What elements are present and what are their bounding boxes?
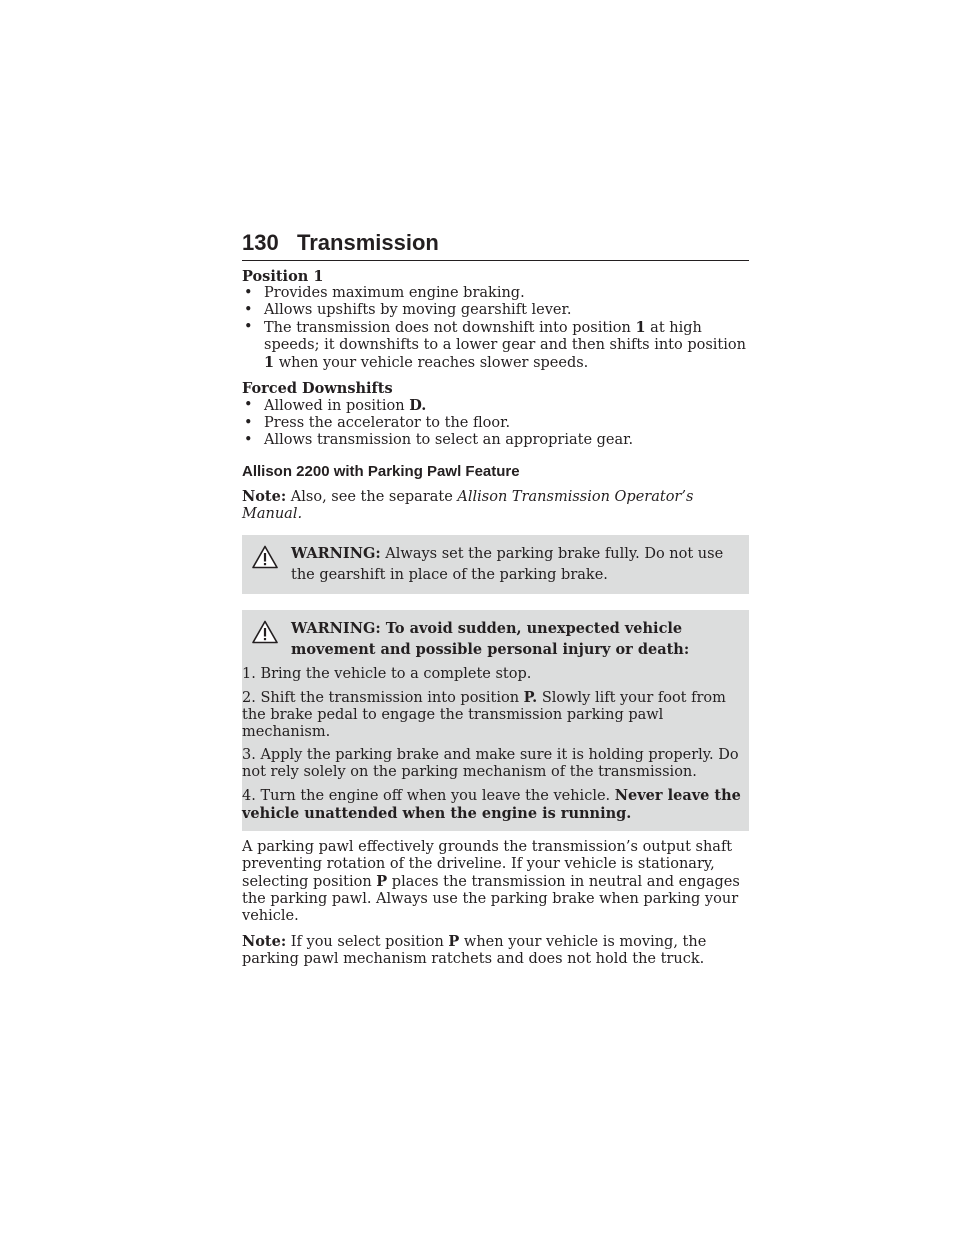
forced-downshifts-title: Forced Downshifts xyxy=(242,380,393,397)
text-span: If you select position xyxy=(286,934,449,950)
list-item: • Provides maximum engine braking. xyxy=(242,285,749,302)
allison-heading: Allison 2200 with Parking Pawl Feature xyxy=(242,463,520,480)
warning-step xyxy=(242,787,745,823)
page-content xyxy=(242,268,749,968)
warning-triangle-icon xyxy=(252,620,278,644)
bold-span: P xyxy=(376,873,388,890)
bold-span: P. xyxy=(523,689,538,706)
moving-note xyxy=(242,933,749,968)
forced-list xyxy=(242,397,749,449)
text-span: 2. Shift the transmission into position xyxy=(242,690,524,706)
text-span: The transmission does not downshift into position xyxy=(264,320,636,336)
text-span: when your vehicle is moving, the parking pawl mechanism ratchets and does not hold the truck. xyxy=(242,934,707,967)
text-span: when your vehicle reaches slower speeds. xyxy=(274,355,589,371)
list-item xyxy=(242,397,749,415)
text-span: places the transmission in neutral and engages the parking pawl. Always use the parking brake when parking your vehicle. xyxy=(242,874,740,924)
note-label: Note: xyxy=(242,933,287,950)
text-span: Also, see the separate xyxy=(286,489,458,505)
warning-box-vehicle-movement xyxy=(242,610,749,831)
warning-heading: WARNING: To avoid sudden, unexpected vehicle movement and possible personal injury or death: xyxy=(291,620,690,658)
bold-span: 1 xyxy=(264,354,275,371)
text-span: Allowed in position xyxy=(264,398,410,414)
warning-step: 1. Bring the vehicle to a complete stop. xyxy=(242,666,532,682)
note-label: Note: xyxy=(242,488,287,505)
warning-triangle-icon xyxy=(252,545,278,569)
list-item xyxy=(242,319,749,372)
text-span: A parking pawl effectively grounds the transmission’s output shaft preventing rotation of the driveline. If your vehicle is stationary, selecting position xyxy=(242,839,733,890)
bold-span: P xyxy=(448,933,460,950)
warning-text xyxy=(291,543,741,586)
text-span: Slowly lift your foot from the brake pedal to engage the transmission parking pawl mechanism. xyxy=(242,690,726,740)
text-span: Always set the parking brake fully. Do not use the gearshift in place of the parking brake. xyxy=(291,546,724,583)
bold-span: Never leave the vehicle unattended when the engine is running. xyxy=(242,787,741,822)
section-title: Transmission xyxy=(297,230,439,255)
position1-title: Position 1 xyxy=(242,268,324,285)
position1-list xyxy=(242,285,749,372)
warning-label: WARNING: xyxy=(291,545,381,562)
page-header xyxy=(242,228,749,261)
text-span: 4. Turn the engine off when you leave the vehicle. xyxy=(242,788,615,804)
parking-pawl-paragraph xyxy=(242,839,749,925)
warning-step xyxy=(242,689,745,741)
list-item: • Allows transmission to select an appropriate gear. xyxy=(242,432,749,449)
bold-span: 1 xyxy=(635,319,646,336)
warning-box-parking-brake xyxy=(242,535,749,594)
list-item: • Allows upshifts by moving gearshift lever. xyxy=(242,302,749,319)
list-item: • Press the accelerator to the floor. xyxy=(242,415,749,432)
italic-span: Allison Transmission Operator’s Manual. xyxy=(242,489,694,522)
text-span: at high speeds; it downshifts to a lower gear and then shifts into position xyxy=(264,320,746,353)
bold-span: D. xyxy=(409,397,427,414)
allison-note xyxy=(242,488,749,523)
warning-step: 3. Apply the parking brake and make sure it is holding properly. Do not rely solely on the parking mechanism of the transmission. xyxy=(242,747,739,780)
page-number: 130 xyxy=(242,230,279,255)
